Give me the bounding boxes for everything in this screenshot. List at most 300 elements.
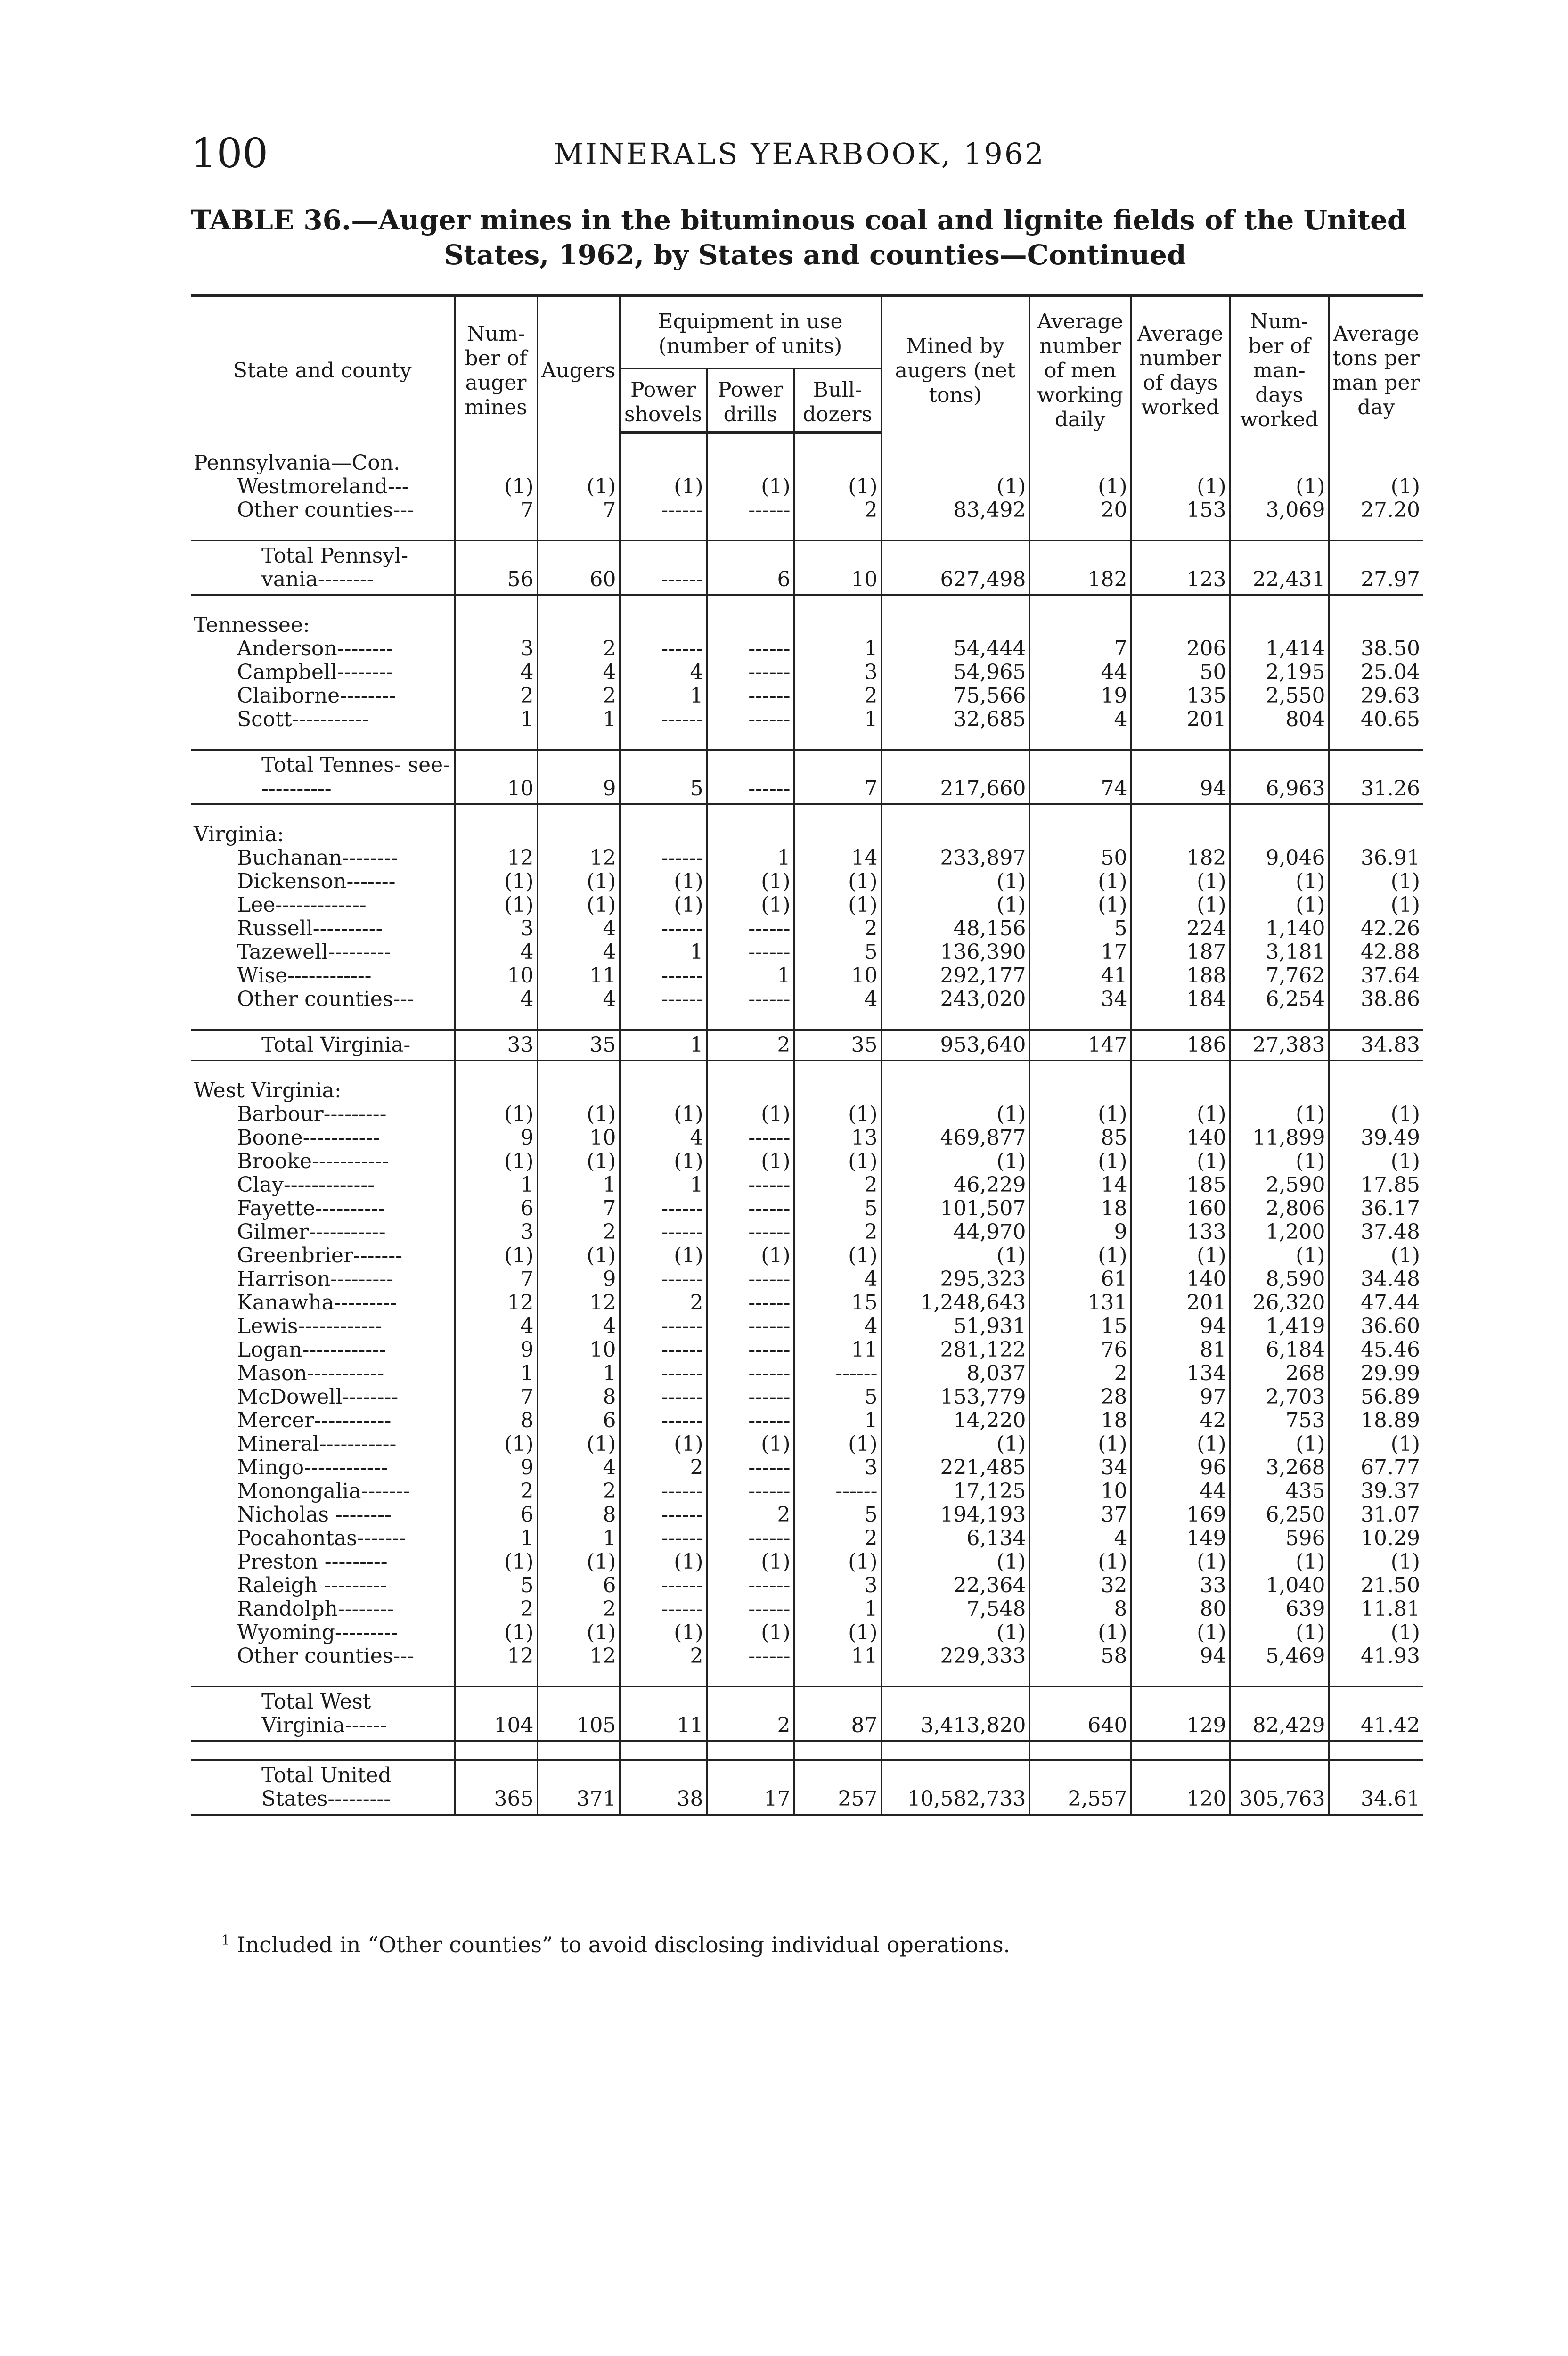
cell-c10: 42.26 <box>1329 917 1423 941</box>
cell-c3: ------ <box>620 1220 707 1244</box>
cell-c10: 45.46 <box>1329 1338 1423 1362</box>
cell-c2: 12 <box>537 846 620 870</box>
cell-c2: (1) <box>537 1150 620 1173</box>
cell-c4: ------ <box>707 917 794 941</box>
county-name: Brooke----------- <box>237 1150 389 1173</box>
cell-c3: (1) <box>620 1550 707 1574</box>
cell-c1: 9 <box>455 1338 537 1362</box>
county-name: Claiborne-------- <box>237 684 396 708</box>
cell-c3: ------ <box>620 964 707 988</box>
cell-c9: (1) <box>1230 1150 1329 1173</box>
cell-c5: 87 <box>794 1687 881 1741</box>
cell-c10: (1) <box>1329 1103 1423 1126</box>
cell-c2: 4 <box>537 1456 620 1480</box>
cell-c4: 2 <box>707 1687 794 1741</box>
cell-c5: 1 <box>794 1597 881 1621</box>
cell-c9: (1) <box>1230 1103 1329 1126</box>
state-heading-row <box>191 614 1423 637</box>
cell-c9: 5,469 <box>1230 1644 1329 1668</box>
state-heading-row <box>191 451 1423 475</box>
cell-c7: 8 <box>1029 1597 1131 1621</box>
cell-c3: ------ <box>620 917 707 941</box>
cell-c1: 10 <box>455 964 537 988</box>
spacer-row <box>191 1061 1423 1080</box>
cell-c2: 6 <box>537 1574 620 1597</box>
cell-c9: 22,431 <box>1230 541 1329 595</box>
cell-c9: 305,763 <box>1230 1760 1329 1816</box>
cell-c4: 2 <box>707 1030 794 1061</box>
cell-c9: 753 <box>1230 1409 1329 1432</box>
cell-c2: (1) <box>537 1432 620 1456</box>
table-title-line-1: TABLE 36.—Auger mines in the bituminous coal and lignite fields of the United <box>191 204 1407 236</box>
cell-c9: 639 <box>1230 1597 1329 1621</box>
cell-c6: 153,779 <box>881 1385 1029 1409</box>
cell-c4: ------ <box>707 1220 794 1244</box>
cell-c1: 12 <box>455 1291 537 1315</box>
cell-c8: (1) <box>1131 1550 1230 1574</box>
cell-c1: 7 <box>455 499 537 522</box>
cell-c5: (1) <box>794 1244 881 1268</box>
cell-c9: 6,254 <box>1230 988 1329 1011</box>
cell-c6: 243,020 <box>881 988 1029 1011</box>
county-row <box>191 708 1423 731</box>
cell-c6: 136,390 <box>881 941 1029 964</box>
cell-c8: 120 <box>1131 1760 1230 1816</box>
cell-c10: 29.63 <box>1329 684 1423 708</box>
cell-c2: 1 <box>537 1362 620 1385</box>
cell-c1: 3 <box>455 637 537 661</box>
col-header-augers: Augers <box>537 296 620 432</box>
cell-c8: 160 <box>1131 1197 1230 1220</box>
cell-c1: 1 <box>455 708 537 731</box>
cell-c7: (1) <box>1029 1103 1131 1126</box>
cell-c10: 67.77 <box>1329 1456 1423 1480</box>
county-row <box>191 475 1423 499</box>
cell-c3: ------ <box>620 637 707 661</box>
cell-c3: ------ <box>620 1503 707 1527</box>
cell-c2: 2 <box>537 637 620 661</box>
cell-c1: 3 <box>455 917 537 941</box>
total-row <box>191 1030 1423 1061</box>
cell-c7: 14 <box>1029 1173 1131 1197</box>
cell-c3: 1 <box>620 941 707 964</box>
cell-c10: 36.60 <box>1329 1315 1423 1338</box>
cell-c7: 15 <box>1029 1315 1131 1338</box>
county-name: Campbell-------- <box>237 661 393 684</box>
cell-c8: 224 <box>1131 917 1230 941</box>
cell-c6: (1) <box>881 1150 1029 1173</box>
county-row <box>191 1503 1423 1527</box>
cell-c2: 6 <box>537 1409 620 1432</box>
county-row <box>191 870 1423 893</box>
cell-c8: 184 <box>1131 988 1230 1011</box>
cell-c10: 36.17 <box>1329 1197 1423 1220</box>
cell-c3: (1) <box>620 1432 707 1456</box>
cell-c6: (1) <box>881 1103 1029 1126</box>
cell-c1: 9 <box>455 1126 537 1150</box>
county-name: Mercer----------- <box>237 1409 392 1432</box>
col-header-avg-men: Average number of men working daily <box>1029 296 1131 432</box>
cell-c6: 1,248,643 <box>881 1291 1029 1315</box>
cell-c9: 9,046 <box>1230 846 1329 870</box>
cell-c7: 9 <box>1029 1220 1131 1244</box>
cell-c7: 28 <box>1029 1385 1131 1409</box>
county-row <box>191 1150 1423 1173</box>
cell-c6: 44,970 <box>881 1220 1029 1244</box>
cell-c1: 104 <box>455 1687 537 1741</box>
cell-c4: (1) <box>707 1103 794 1126</box>
cell-c10: 40.65 <box>1329 708 1423 731</box>
cell-c10: 41.42 <box>1329 1687 1423 1741</box>
cell-c7: 37 <box>1029 1503 1131 1527</box>
cell-c7: (1) <box>1029 1621 1131 1644</box>
cell-c9: 8,590 <box>1230 1268 1329 1291</box>
cell-c1: 2 <box>455 1597 537 1621</box>
county-name: Westmoreland--- <box>237 475 409 499</box>
cell-c6: 75,566 <box>881 684 1029 708</box>
total-label: Total United States--------- <box>191 1760 455 1816</box>
county-name: Monongalia------- <box>237 1480 410 1503</box>
cell-c1: 12 <box>455 846 537 870</box>
cell-c3: ------ <box>620 499 707 522</box>
county-row <box>191 1432 1423 1456</box>
cell-c9: 11,899 <box>1230 1126 1329 1150</box>
cell-c4: ------ <box>707 1362 794 1385</box>
cell-c2: 7 <box>537 499 620 522</box>
cell-c3: ------ <box>620 1197 707 1220</box>
total-label: Total Tennes- see----------- <box>191 750 455 804</box>
cell-c4: ------ <box>707 1597 794 1621</box>
cell-c5: 2 <box>794 917 881 941</box>
cell-c7: 4 <box>1029 1527 1131 1550</box>
cell-c4: ------ <box>707 941 794 964</box>
cell-c4: ------ <box>707 1173 794 1197</box>
cell-c10: (1) <box>1329 1150 1423 1173</box>
cell-c7: 10 <box>1029 1480 1131 1503</box>
cell-c2: 11 <box>537 964 620 988</box>
county-row <box>191 1103 1423 1126</box>
page-number: 100 <box>191 130 269 177</box>
cell-c2: (1) <box>537 475 620 499</box>
cell-c4: ------ <box>707 1315 794 1338</box>
cell-c10: 21.50 <box>1329 1574 1423 1597</box>
cell-c3: ------ <box>620 846 707 870</box>
footnote <box>221 1932 1010 1957</box>
cell-c2: 12 <box>537 1644 620 1668</box>
county-name: Mineral----------- <box>237 1432 397 1456</box>
county-row <box>191 1597 1423 1621</box>
cell-c2: 10 <box>537 1338 620 1362</box>
cell-c4: ------ <box>707 1527 794 1550</box>
cell-c6: (1) <box>881 1244 1029 1268</box>
cell-c8: 186 <box>1131 1030 1230 1061</box>
cell-c5: (1) <box>794 1550 881 1574</box>
cell-c5: 3 <box>794 1574 881 1597</box>
cell-c1: 3 <box>455 1220 537 1244</box>
running-head: MINERALS YEARBOOK, 1962 <box>554 137 1045 171</box>
county-name: Tazewell--------- <box>237 941 392 964</box>
cell-c9: 1,414 <box>1230 637 1329 661</box>
county-row <box>191 1197 1423 1220</box>
cell-c7: 41 <box>1029 964 1131 988</box>
cell-c8: 201 <box>1131 1291 1230 1315</box>
table-body <box>191 432 1423 1815</box>
cell-c3: ------ <box>620 708 707 731</box>
cell-c6: 54,444 <box>881 637 1029 661</box>
cell-c6: 221,485 <box>881 1456 1029 1480</box>
cell-c3: 38 <box>620 1760 707 1816</box>
cell-c4: (1) <box>707 870 794 893</box>
cell-c2: 105 <box>537 1687 620 1741</box>
county-name: Fayette---------- <box>237 1197 385 1220</box>
cell-c1: 7 <box>455 1385 537 1409</box>
cell-c2: 12 <box>537 1291 620 1315</box>
spacer-row <box>191 522 1423 541</box>
county-name: Dickenson------- <box>237 870 396 893</box>
cell-c4: (1) <box>707 893 794 917</box>
county-row <box>191 1220 1423 1244</box>
cell-c2: 2 <box>537 1597 620 1621</box>
cell-c6: 7,548 <box>881 1597 1029 1621</box>
county-row <box>191 893 1423 917</box>
cell-c8: 149 <box>1131 1527 1230 1550</box>
cell-c4: ------ <box>707 1644 794 1668</box>
cell-c1: 2 <box>455 1480 537 1503</box>
cell-c8: 94 <box>1131 1644 1230 1668</box>
cell-c4: 2 <box>707 1503 794 1527</box>
cell-c4: ------ <box>707 1409 794 1432</box>
cell-c1: 365 <box>455 1760 537 1816</box>
cell-c8: (1) <box>1131 1621 1230 1644</box>
cell-c7: 50 <box>1029 846 1131 870</box>
cell-c5: 13 <box>794 1126 881 1150</box>
cell-c2: 7 <box>537 1197 620 1220</box>
cell-c10: 56.89 <box>1329 1385 1423 1409</box>
total-row <box>191 1687 1423 1741</box>
cell-c8: 44 <box>1131 1480 1230 1503</box>
cell-c2: (1) <box>537 1103 620 1126</box>
cell-c2: 4 <box>537 661 620 684</box>
cell-c7: 2 <box>1029 1362 1131 1385</box>
cell-c2: 4 <box>537 1315 620 1338</box>
cell-c10: 38.86 <box>1329 988 1423 1011</box>
cell-c5: (1) <box>794 475 881 499</box>
county-name: Lee------------- <box>237 893 367 917</box>
cell-c6: (1) <box>881 893 1029 917</box>
col-header-power-shovels: Power shovels <box>620 369 707 432</box>
cell-c10: 37.48 <box>1329 1220 1423 1244</box>
cell-c1: (1) <box>455 1244 537 1268</box>
cell-c4: ------ <box>707 750 794 804</box>
cell-c9: 6,184 <box>1230 1338 1329 1362</box>
cell-c6: 233,897 <box>881 846 1029 870</box>
county-row <box>191 499 1423 522</box>
footnote-mark: 1 <box>221 1932 230 1948</box>
table-title <box>191 203 1439 272</box>
cell-c3: ------ <box>620 541 707 595</box>
col-header-mined-by-augers: Mined by augers (net tons) <box>881 296 1029 432</box>
cell-c5: 4 <box>794 1315 881 1338</box>
cell-c10: 42.88 <box>1329 941 1423 964</box>
cell-c7: 20 <box>1029 499 1131 522</box>
cell-c6: 32,685 <box>881 708 1029 731</box>
cell-c6: 295,323 <box>881 1268 1029 1291</box>
county-row <box>191 1527 1423 1550</box>
col-header-state-county: State and county <box>191 296 455 432</box>
cell-c3: (1) <box>620 870 707 893</box>
cell-c10: (1) <box>1329 475 1423 499</box>
cell-c2: 9 <box>537 1268 620 1291</box>
county-name: Nicholas -------- <box>237 1503 392 1527</box>
cell-c5: 5 <box>794 1385 881 1409</box>
total-label: Total Virginia- <box>191 1030 455 1061</box>
cell-c5: 1 <box>794 637 881 661</box>
county-row <box>191 1621 1423 1644</box>
cell-c9: 3,069 <box>1230 499 1329 522</box>
cell-c9: 27,383 <box>1230 1030 1329 1061</box>
cell-c10: 47.44 <box>1329 1291 1423 1315</box>
county-name: Kanawha--------- <box>237 1291 397 1315</box>
county-row <box>191 1291 1423 1315</box>
spacer-row <box>191 804 1423 823</box>
cell-c8: 42 <box>1131 1409 1230 1432</box>
cell-c3: 11 <box>620 1687 707 1741</box>
cell-c7: (1) <box>1029 893 1131 917</box>
cell-c7: 17 <box>1029 941 1131 964</box>
cell-c6: 217,660 <box>881 750 1029 804</box>
county-name: Lewis------------ <box>237 1315 382 1338</box>
cell-c3: 1 <box>620 1173 707 1197</box>
cell-c10: 27.20 <box>1329 499 1423 522</box>
county-row <box>191 1315 1423 1338</box>
county-row <box>191 684 1423 708</box>
county-row <box>191 1480 1423 1503</box>
county-name: Harrison--------- <box>237 1268 393 1291</box>
cell-c7: (1) <box>1029 1550 1131 1574</box>
cell-c3: ------ <box>620 1315 707 1338</box>
cell-c8: 140 <box>1131 1268 1230 1291</box>
cell-c3: 5 <box>620 750 707 804</box>
cell-c9: 7,762 <box>1230 964 1329 988</box>
county-row <box>191 1244 1423 1268</box>
cell-c4: ------ <box>707 499 794 522</box>
cell-c9: (1) <box>1230 1550 1329 1574</box>
cell-c10: 34.61 <box>1329 1760 1423 1816</box>
cell-c6: 469,877 <box>881 1126 1029 1150</box>
cell-c8: 169 <box>1131 1503 1230 1527</box>
county-name: Other counties--- <box>237 499 414 522</box>
spacer-row <box>191 1011 1423 1030</box>
cell-c8: 188 <box>1131 964 1230 988</box>
cell-c1: 56 <box>455 541 537 595</box>
cell-c10: (1) <box>1329 870 1423 893</box>
cell-c2: 371 <box>537 1760 620 1816</box>
cell-c7: (1) <box>1029 1150 1131 1173</box>
col-header-tons-per-day: Average tons per man per day <box>1329 296 1423 432</box>
cell-c9: 6,963 <box>1230 750 1329 804</box>
cell-c9: 1,040 <box>1230 1574 1329 1597</box>
col-header-man-days: Num- ber of man- days worked <box>1230 296 1329 432</box>
cell-c1: 8 <box>455 1409 537 1432</box>
cell-c8: 80 <box>1131 1597 1230 1621</box>
table-title-line-2: States, 1962, by States and counties—Continued <box>444 239 1186 271</box>
cell-c9: 596 <box>1230 1527 1329 1550</box>
cell-c7: 58 <box>1029 1644 1131 1668</box>
cell-c3: ------ <box>620 988 707 1011</box>
cell-c6: (1) <box>881 870 1029 893</box>
cell-c8: 135 <box>1131 684 1230 708</box>
cell-c8: 187 <box>1131 941 1230 964</box>
cell-c5: ------ <box>794 1480 881 1503</box>
cell-c3: ------ <box>620 1574 707 1597</box>
cell-c8: 94 <box>1131 1315 1230 1338</box>
cell-c1: (1) <box>455 1550 537 1574</box>
cell-c8: 134 <box>1131 1362 1230 1385</box>
county-name: Preston --------- <box>237 1550 388 1574</box>
county-name: Mason----------- <box>237 1362 384 1385</box>
total-row <box>191 750 1423 804</box>
cell-c8: (1) <box>1131 1150 1230 1173</box>
cell-c9: 2,703 <box>1230 1385 1329 1409</box>
cell-c6: 51,931 <box>881 1315 1029 1338</box>
cell-c8: 33 <box>1131 1574 1230 1597</box>
cell-c2: 9 <box>537 750 620 804</box>
cell-c8: 206 <box>1131 637 1230 661</box>
cell-c8: (1) <box>1131 475 1230 499</box>
cell-c9: 1,419 <box>1230 1315 1329 1338</box>
cell-c4: ------ <box>707 684 794 708</box>
cell-c5: 4 <box>794 988 881 1011</box>
cell-c10: 27.97 <box>1329 541 1423 595</box>
cell-c7: (1) <box>1029 475 1131 499</box>
cell-c3: ------ <box>620 1597 707 1621</box>
cell-c4: ------ <box>707 1574 794 1597</box>
cell-c5: (1) <box>794 870 881 893</box>
cell-c3: (1) <box>620 475 707 499</box>
cell-c1: (1) <box>455 1103 537 1126</box>
cell-c5: 10 <box>794 964 881 988</box>
cell-c6: 83,492 <box>881 499 1029 522</box>
cell-c6: (1) <box>881 475 1029 499</box>
cell-c1: 12 <box>455 1644 537 1668</box>
cell-c5: 5 <box>794 1503 881 1527</box>
county-row <box>191 1574 1423 1597</box>
spacer-row <box>191 1741 1423 1760</box>
cell-c10: 38.50 <box>1329 637 1423 661</box>
cell-c9: (1) <box>1230 1432 1329 1456</box>
cell-c2: 60 <box>537 541 620 595</box>
cell-c9: (1) <box>1230 893 1329 917</box>
cell-c3: (1) <box>620 893 707 917</box>
cell-c2: 10 <box>537 1126 620 1150</box>
county-name: McDowell-------- <box>237 1385 399 1409</box>
cell-c9: 2,195 <box>1230 661 1329 684</box>
cell-c2: 1 <box>537 1173 620 1197</box>
cell-c1: 7 <box>455 1268 537 1291</box>
cell-c5: 1 <box>794 708 881 731</box>
county-name: Gilmer----------- <box>237 1220 386 1244</box>
cell-c6: 101,507 <box>881 1197 1029 1220</box>
cell-c4: ------ <box>707 1291 794 1315</box>
county-name: Wyoming--------- <box>237 1621 398 1644</box>
cell-c4: (1) <box>707 1432 794 1456</box>
cell-c5: 11 <box>794 1644 881 1668</box>
state-heading: Pennsylvania—Con. <box>194 451 400 475</box>
cell-c6: 194,193 <box>881 1503 1029 1527</box>
cell-c10: 31.26 <box>1329 750 1423 804</box>
cell-c3: (1) <box>620 1103 707 1126</box>
cell-c4: (1) <box>707 1150 794 1173</box>
